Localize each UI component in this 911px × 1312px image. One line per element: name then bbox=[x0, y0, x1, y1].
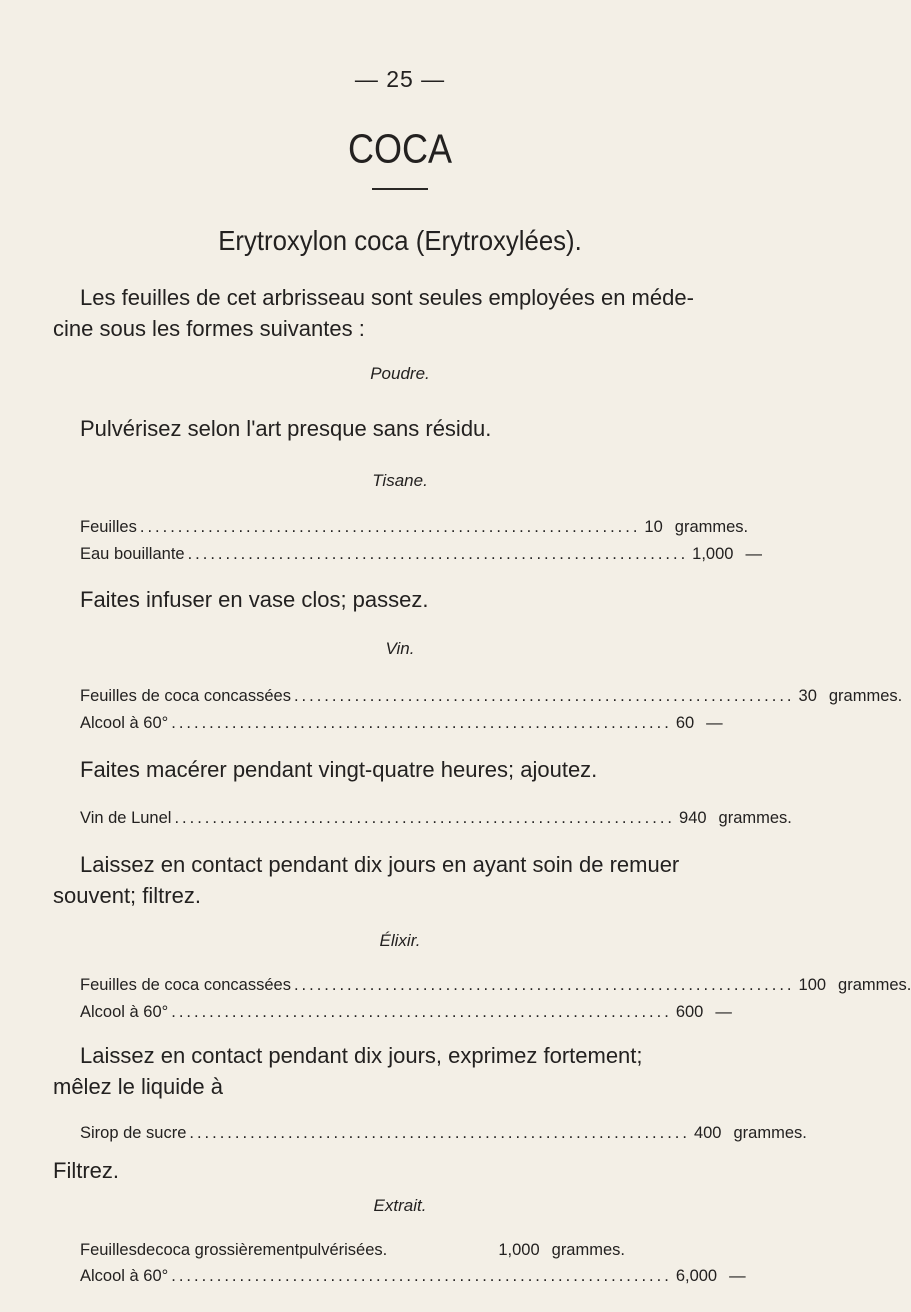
elixir-text-line-1: Laissez en contact pendant dix jours, exprimez fortement; bbox=[80, 1043, 643, 1068]
recipe-row bbox=[80, 687, 903, 706]
ingredient-unit: grammes. bbox=[828, 687, 903, 705]
leader-dots: .................................................................. bbox=[171, 714, 672, 732]
ingredient-quantity: 940 bbox=[679, 809, 707, 827]
subtitle: Erytroxylon coca (Erytroxylées). bbox=[218, 225, 582, 256]
ingredient-quantity: 10 bbox=[644, 518, 663, 536]
elixir-text2: Filtrez. bbox=[53, 1158, 119, 1183]
ingredient-quantity: 6,000 bbox=[675, 1267, 718, 1285]
page-title: COCA bbox=[347, 125, 452, 172]
ingredient-label: Eau bouillante bbox=[80, 545, 185, 563]
heading-elixir: Élixir. bbox=[379, 931, 421, 950]
ingredient-unit: — bbox=[715, 1003, 732, 1021]
ingredient-unit: grammes. bbox=[838, 976, 911, 994]
tisane-text: Faites infuser en vase clos; passez. bbox=[80, 587, 429, 612]
recipe-row bbox=[80, 1267, 746, 1286]
ingredient-unit: — bbox=[729, 1267, 746, 1285]
heading-tisane: Tisane. bbox=[372, 471, 428, 490]
recipe-row bbox=[80, 714, 723, 733]
ingredient-quantity: 1,000 bbox=[498, 1241, 540, 1259]
leader-dots: .................................................................. bbox=[293, 976, 795, 994]
page-number: — 25 — bbox=[354, 66, 446, 92]
ingredient-label: Alcool à 60° bbox=[80, 1003, 169, 1021]
ingredient-quantity: 600 bbox=[675, 1003, 704, 1021]
recipe-row bbox=[80, 1241, 625, 1260]
ingredient-unit: — bbox=[745, 545, 762, 563]
elixir-text-line-2: mêlez le liquide à bbox=[53, 1074, 223, 1099]
poudre-text: Pulvérisez selon l'art presque sans résidu. bbox=[80, 416, 492, 441]
recipe-row bbox=[80, 545, 762, 564]
ingredient-label: Feuilles de coca concassées bbox=[80, 687, 291, 705]
ingredient-unit: grammes. bbox=[674, 518, 749, 536]
recipe-row bbox=[80, 1124, 807, 1143]
ingredient-label: Alcool à 60° bbox=[80, 714, 169, 732]
ingredient-label: Feuillesdecoca grossièrementpulvérisées. bbox=[80, 1241, 388, 1259]
leader-dots: .................................................................. bbox=[189, 1124, 690, 1142]
ingredient-quantity: 60 bbox=[675, 714, 695, 732]
ingredient-unit: — bbox=[706, 714, 723, 732]
ingredient-quantity: 400 bbox=[693, 1124, 722, 1142]
ingredient-label: Vin de Lunel bbox=[80, 809, 172, 827]
ingredient-quantity: 1,000 bbox=[692, 545, 734, 563]
ingredient-quantity: 30 bbox=[798, 687, 817, 705]
ingredient-unit: grammes. bbox=[551, 1241, 625, 1259]
vin-text2-line-1: Laissez en contact pendant dix jours en ayant soin de remuer bbox=[80, 852, 680, 877]
ingredient-label: Feuilles de coca concassées bbox=[80, 976, 291, 994]
recipe-row bbox=[80, 976, 911, 995]
leader-dots: .................................................................. bbox=[174, 809, 676, 827]
recipe-row bbox=[80, 518, 749, 537]
heading-extrait: Extrait. bbox=[373, 1196, 427, 1215]
heading-poudre: Poudre. bbox=[370, 364, 430, 383]
ingredient-label: Sirop de sucre bbox=[80, 1124, 187, 1142]
ingredient-label: Alcool à 60° bbox=[80, 1267, 169, 1285]
ingredient-quantity: 100 bbox=[798, 976, 827, 994]
title-divider bbox=[372, 188, 428, 190]
vin-text2-line-2: souvent; filtrez. bbox=[53, 883, 201, 908]
intro-line-1: Les feuilles de cet arbrisseau sont seules employées en méde- bbox=[80, 285, 694, 310]
leader-dots: .................................................................. bbox=[187, 545, 689, 563]
intro-line-2: cine sous les formes suivantes : bbox=[53, 316, 365, 341]
ingredient-label: Feuilles bbox=[80, 518, 137, 536]
ingredient-unit: grammes. bbox=[733, 1124, 807, 1142]
ingredient-unit: grammes. bbox=[718, 809, 792, 827]
recipe-row bbox=[80, 809, 792, 828]
vin-text: Faites macérer pendant vingt-quatre heures; ajoutez. bbox=[80, 757, 598, 782]
leader-dots: .................................................................. bbox=[171, 1003, 672, 1021]
heading-vin: Vin. bbox=[385, 639, 415, 658]
recipe-row bbox=[80, 1003, 732, 1022]
leader-dots: .................................................................. bbox=[293, 687, 795, 705]
leader-dots: .................................................................. bbox=[139, 518, 641, 536]
leader-dots: .................................................................. bbox=[171, 1267, 672, 1285]
